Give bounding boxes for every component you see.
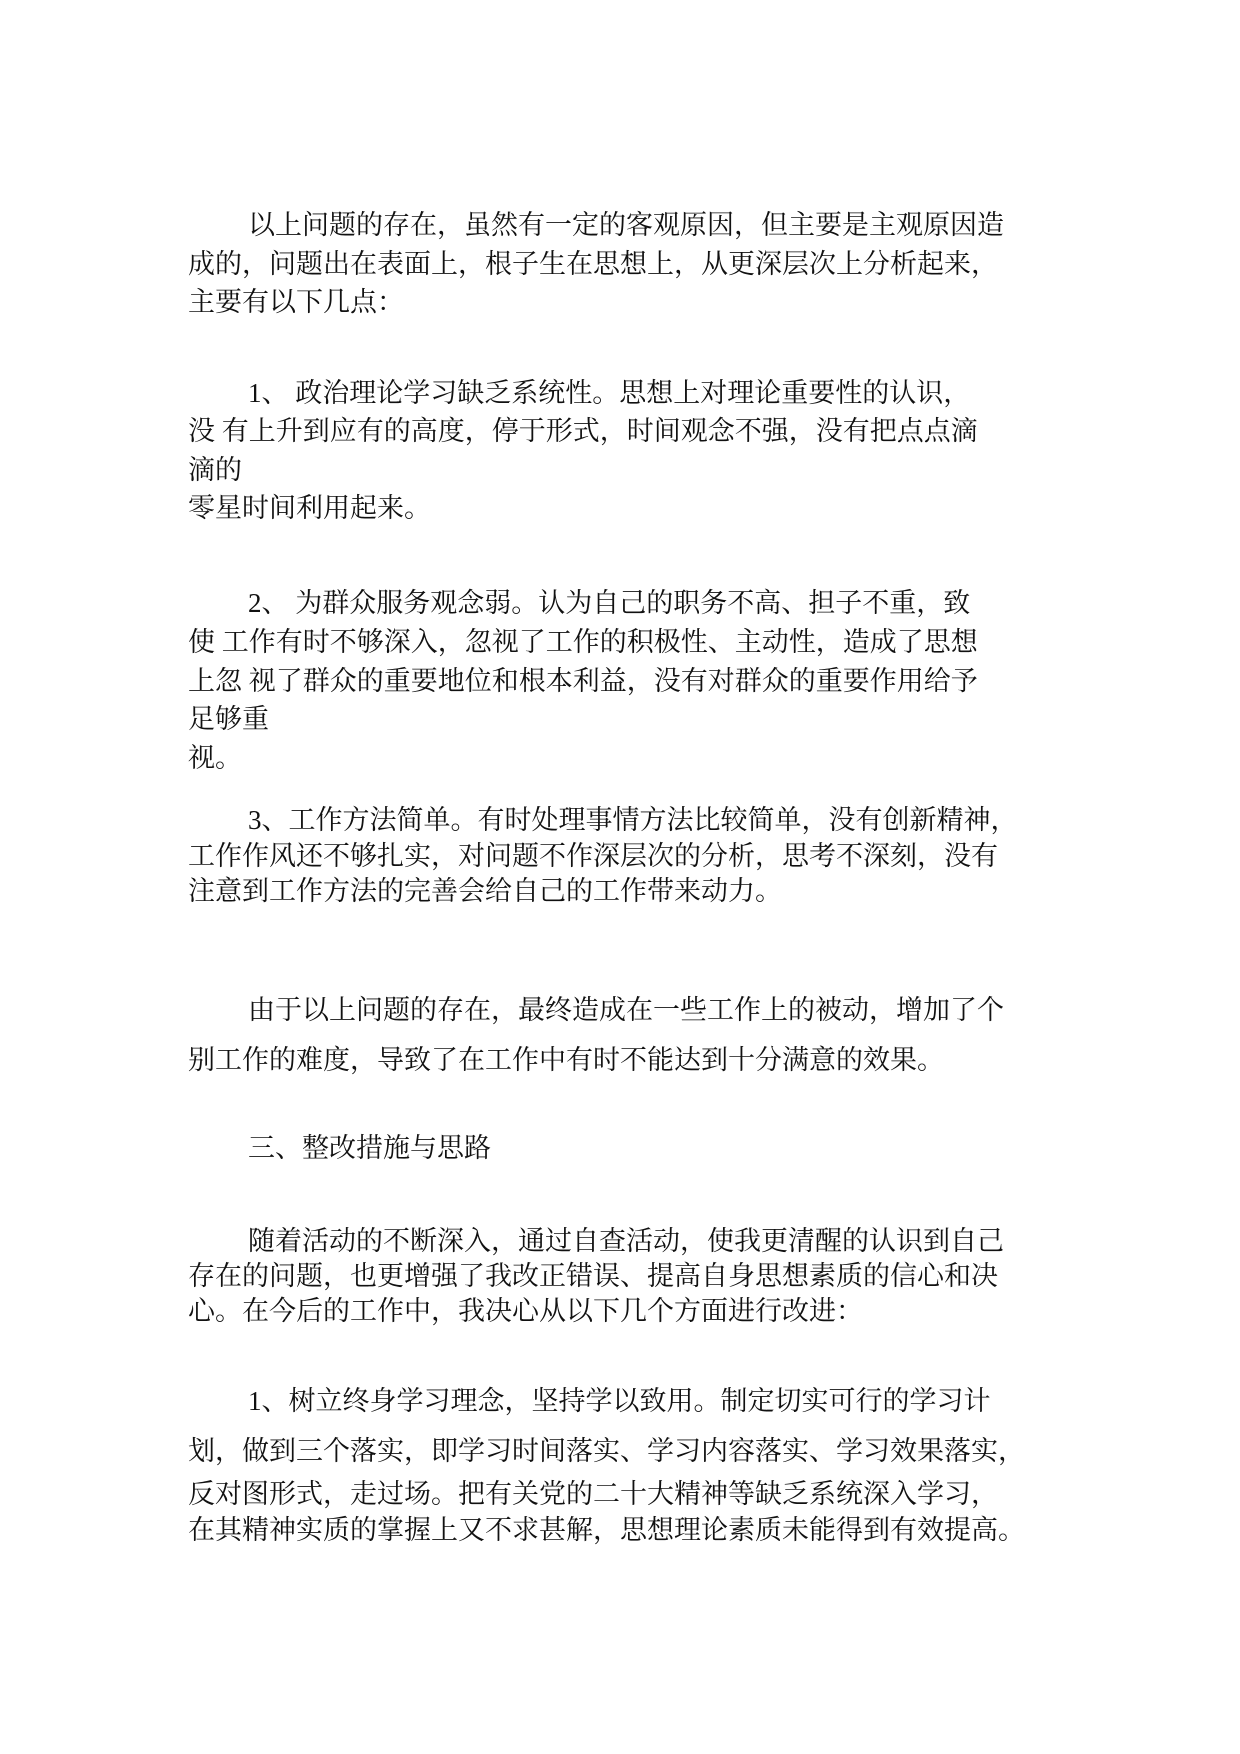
paragraph-cause-3: [188, 803, 1088, 910]
paragraph-measures-intro: [188, 1224, 1088, 1329]
paragraph-line: 上忽 视了群众的重要地位和根本利益，没有对群众的重要作用给予: [188, 665, 978, 696]
paragraph-consequence: [188, 985, 1088, 1085]
paragraph-measure-1: [188, 1376, 1088, 1548]
paragraph-line: 成的，问题出在表面上，根子生在思想上，从更深层次上分析起来，: [188, 248, 998, 279]
paragraph-line: 没 有上升到应有的高度，停于形式，时间观念不强，没有把点点滴: [188, 416, 978, 447]
paragraph-line: 存在的问题，也更增强了我改正错误、提高自身思想素质的信心和决: [188, 1261, 998, 1291]
paragraph-line: 1、 政治理论学习缺乏系统性。思想上对理论重要性的认识，: [248, 378, 971, 408]
paragraph-line: 工作作风还不够扎实，对问题不作深层次的分析，思考不深刻，没有: [188, 840, 998, 871]
paragraph-line: 视。: [188, 743, 242, 774]
paragraph-line: 别工作的难度，导致了在工作中有时不能达到十分满意的效果。: [188, 1045, 944, 1075]
section-heading-text: 三、整改措施与思路: [248, 1133, 491, 1163]
paragraph-causes-intro: [188, 206, 1088, 322]
paragraph-line: 滴的: [188, 454, 242, 485]
paragraph-line: 2、 为群众服务观念弱。认为自己的职务不高、担子不重，致: [248, 588, 971, 618]
paragraph-line: 主要有以下几点：: [188, 287, 404, 317]
paragraph-line: 3、工作方法简单。有时处理事情方法比较简单，没有创新精神，: [248, 805, 1018, 835]
paragraph-line: 反对图形式，走过场。把有关党的二十大精神等缺乏系统深入学习，: [188, 1479, 998, 1509]
paragraph-line: 随着活动的不断深入，通过自查活动，使我更清醒的认识到自己: [248, 1226, 1004, 1256]
paragraph-cause-1: [188, 374, 1088, 527]
paragraph-line: 以上问题的存在，虽然有一定的客观原因，但主要是主观原因造: [248, 210, 1004, 240]
paragraph-line: 在其精神实质的掌握上又不求甚解，思想理论素质未能得到有效提高。: [188, 1515, 1025, 1545]
paragraph-line: 足够重: [188, 704, 269, 735]
paragraph-line: 注意到工作方法的完善会给自己的工作带来动力。: [188, 876, 782, 906]
paragraph-cause-2: [188, 584, 1088, 778]
paragraph-line: 由于以上问题的存在，最终造成在一些工作上的被动，增加了个: [248, 995, 1004, 1025]
paragraph-line: 心。在今后的工作中，我决心从以下几个方面进行改进：: [188, 1296, 863, 1326]
paragraph-line: 1、树立终身学习理念，坚持学以致用。制定切实可行的学习计: [248, 1386, 991, 1416]
paragraph-line: 零星时间利用起来。: [188, 492, 431, 523]
paragraph-line: 划，做到三个落实，即学习时间落实、学习内容落实、学习效果落实，: [188, 1436, 1025, 1466]
section-heading: [188, 1129, 1088, 1167]
paragraph-line: 使 工作有时不够深入，忽视了工作的积极性、主动性，造成了思想: [188, 626, 978, 657]
